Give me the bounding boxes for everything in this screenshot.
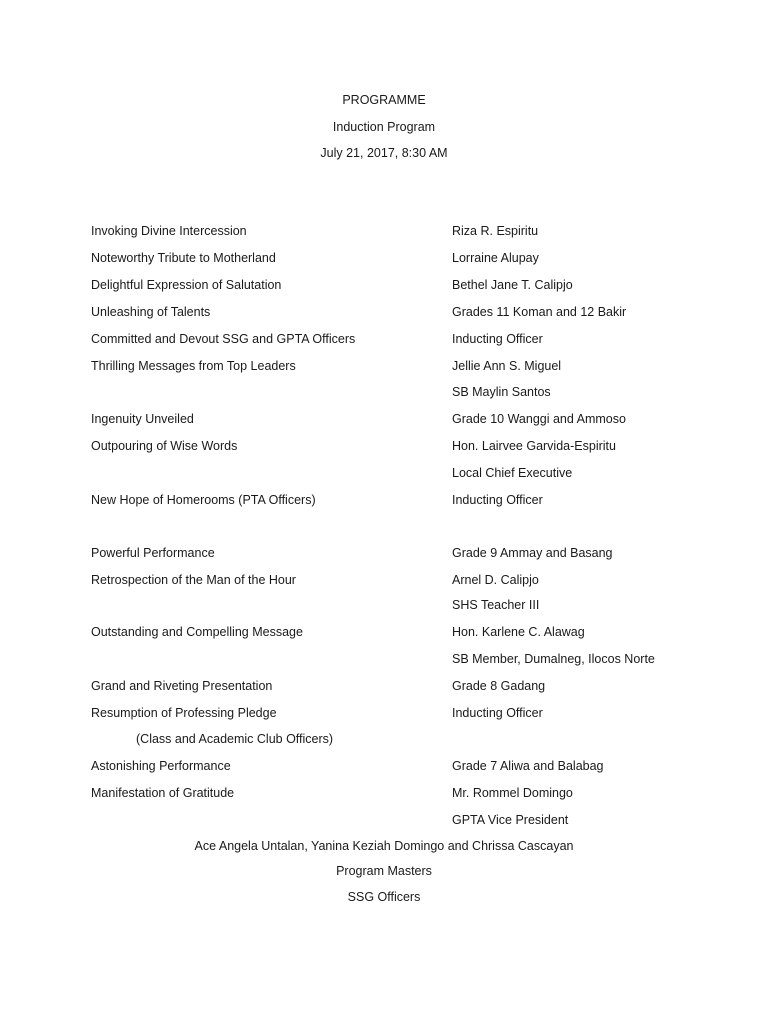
program-person: SHS Teacher III [452,598,540,612]
program-person: Grade 8 Gadang [452,679,546,693]
program-masters-names: Ace Angela Untalan, Yanina Keziah Domingo and Chrissa Cascayan [194,839,574,853]
program-person: Hon. Lairvee Garvida-Espiritu [452,439,616,453]
programme-title: PROGRAMME [342,93,426,107]
program-item [0,598,768,616]
program-item [0,359,768,377]
program-person: Grade 9 Ammay and Basang [452,546,613,560]
program-part-note: (Class and Academic Club Officers) [136,732,334,746]
program-item [0,412,768,430]
program-part: Retrospection of the Man of the Hour [91,573,296,587]
program-item [0,224,768,242]
program-person: Arnel D. Calipjo [452,573,539,587]
program-person: Lorraine Alupay [452,251,539,265]
program-item [0,813,768,831]
program-person: Grades 11 Koman and 12 Bakir [452,305,627,319]
program-item [0,439,768,457]
program-item [0,493,768,511]
program-part: Ingenuity Unveiled [91,412,194,426]
program-item [0,332,768,350]
program-part: Powerful Performance [91,546,215,560]
program-part: Outpouring of Wise Words [91,439,238,453]
program-person: Riza R. Espiritu [452,224,539,238]
program-masters-label: Program Masters [336,864,432,878]
program-item [0,546,768,564]
program-item [0,786,768,804]
program-person: SB Maylin Santos [452,385,551,399]
program-person: Jellie Ann S. Miguel [452,359,562,373]
program-person: Local Chief Executive [452,466,573,480]
program-item [0,652,768,670]
program-person: Inducting Officer [452,706,543,720]
program-person: GPTA Vice President [452,813,569,827]
program-part: Unleashing of Talents [91,305,211,319]
program-item [0,251,768,269]
program-part: Committed and Devout SSG and GPTA Officers [91,332,356,346]
program-person: Grade 10 Wanggi and Ammoso [452,412,626,426]
program-item [0,679,768,697]
program-item [0,573,768,591]
program-item [0,706,768,724]
program-part: Thrilling Messages from Top Leaders [91,359,296,373]
program-item [0,625,768,643]
program-person: Hon. Karlene C. Alawag [452,625,585,639]
program-part: Resumption of Professing Pledge [91,706,277,720]
program-part: Outstanding and Compelling Message [91,625,303,639]
program-item [0,466,768,484]
program-person: Inducting Officer [452,332,543,346]
program-part: Noteworthy Tribute to Motherland [91,251,276,265]
program-part: Invoking Divine Intercession [91,224,247,238]
program-date: July 21, 2017, 8:30 AM [320,146,448,160]
program-person: Grade 7 Aliwa and Balabag [452,759,604,773]
program-item [0,305,768,323]
program-item [0,759,768,777]
program-item [0,732,768,750]
program-part: New Hope of Homerooms (PTA Officers) [91,493,316,507]
program-part: Delightful Expression of Salutation [91,278,282,292]
program-subtitle: Induction Program [332,120,436,134]
program-part: Grand and Riveting Presentation [91,679,273,693]
program-part: Astonishing Performance [91,759,231,773]
program-person: Mr. Rommel Domingo [452,786,573,800]
program-part: Manifestation of Gratitude [91,786,235,800]
program-item [0,278,768,296]
program-person: Inducting Officer [452,493,543,507]
program-item [0,385,768,403]
ssg-officers-label: SSG Officers [347,890,421,904]
program-person: Bethel Jane T. Calipjo [452,278,573,292]
program-person: SB Member, Dumalneg, Ilocos Norte [452,652,655,666]
